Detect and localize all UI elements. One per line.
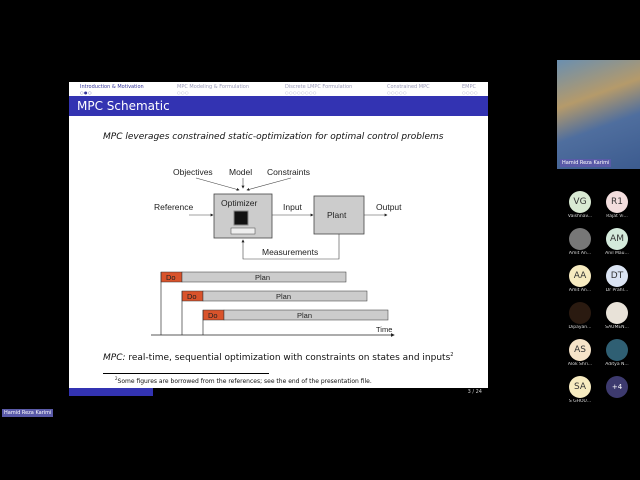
nav-dots: ○○○○○○○○ bbox=[285, 90, 317, 95]
do-label: Do bbox=[208, 311, 218, 320]
participant-name: Dr Prahl... bbox=[605, 288, 629, 293]
participant-tile[interactable] bbox=[600, 265, 634, 293]
nav-label: MPC Modeling & Formulation bbox=[177, 84, 250, 90]
slide-title: MPC Schematic bbox=[69, 96, 488, 116]
participant-tile[interactable] bbox=[600, 191, 634, 219]
participant-name: Anil Mau... bbox=[605, 251, 629, 256]
participant-avatar: R1 bbox=[606, 191, 628, 213]
measurements-label: Measurements bbox=[262, 247, 319, 257]
computer-icon bbox=[234, 211, 248, 225]
participant-name: S GHOU... bbox=[568, 399, 592, 404]
participant-name: Amit An... bbox=[568, 251, 592, 256]
mpc-em: MPC: bbox=[103, 353, 126, 363]
participant-tile[interactable] bbox=[600, 376, 634, 399]
participant-tile[interactable] bbox=[600, 302, 634, 330]
nav-label: Constrained MPC bbox=[387, 84, 430, 90]
constraints-label: Constraints bbox=[267, 167, 310, 177]
participant-avatar: DT bbox=[606, 265, 628, 287]
output-label: Output bbox=[376, 202, 402, 212]
footnote-ref: 2 bbox=[450, 352, 454, 358]
input-label: Input bbox=[283, 202, 302, 212]
plant-label: Plant bbox=[327, 210, 347, 220]
participant-tile[interactable] bbox=[563, 376, 597, 404]
nav-dots: ○○○ bbox=[177, 90, 189, 95]
objectives-label: Objectives bbox=[173, 167, 213, 177]
participant-name: Vaishnav... bbox=[567, 214, 593, 219]
nav-dots: ○●○ bbox=[80, 90, 92, 95]
participant-tile[interactable] bbox=[563, 265, 597, 293]
participant-avatar: SA bbox=[569, 376, 591, 398]
footnote-rule bbox=[103, 373, 269, 374]
participant-name: Aditya N... bbox=[605, 362, 629, 367]
participant-tile[interactable] bbox=[600, 228, 634, 256]
do-label: Do bbox=[166, 273, 176, 282]
participant-tile[interactable] bbox=[600, 339, 634, 367]
model-label: Model bbox=[229, 167, 253, 177]
do-label: Do bbox=[187, 292, 197, 301]
participant-avatar: AA bbox=[569, 265, 591, 287]
participant-avatar bbox=[606, 302, 628, 324]
nav-label: Discrete LMPC Formulation bbox=[285, 84, 353, 90]
mpc-diagram bbox=[69, 82, 488, 352]
plan-label: Plan bbox=[276, 292, 292, 301]
footnote-mark: 2 bbox=[115, 376, 118, 381]
nav-label: EMPC bbox=[462, 84, 476, 90]
participant-tile[interactable] bbox=[563, 339, 597, 367]
presenter-name: Hamid Reza Karimi bbox=[562, 160, 610, 166]
participant-tile[interactable] bbox=[563, 302, 597, 330]
participant-name: Alok Shri... bbox=[567, 362, 593, 367]
lead-text: MPC leverages constrained static-optimization for optimal control problems bbox=[103, 132, 444, 142]
footnote-text: Some figures are borrowed from the references; see the end of the presentation file. bbox=[117, 378, 372, 385]
participant-avatar bbox=[569, 228, 591, 250]
participant-avatar: VG bbox=[569, 191, 591, 213]
summary-text: real-time, sequential optimization with constraints on states and inputs bbox=[125, 353, 451, 363]
summary-line bbox=[103, 352, 453, 363]
participant-avatar: AS bbox=[569, 339, 591, 361]
participant-avatar: +4 bbox=[606, 376, 628, 398]
participant-tile[interactable] bbox=[563, 191, 597, 219]
speaker-label: Hamid Reza Karimi bbox=[4, 410, 52, 416]
nav-label: Introduction & Motivation bbox=[80, 84, 144, 90]
plan-label: Plan bbox=[255, 273, 271, 282]
participant-name: SAUMEN... bbox=[605, 325, 629, 330]
participant-avatar: AM bbox=[606, 228, 628, 250]
presenter-video[interactable] bbox=[557, 60, 640, 169]
participant-name: Amit An... bbox=[568, 288, 592, 293]
nav-dots: ○○○○ bbox=[462, 90, 478, 95]
time-label: Time bbox=[376, 325, 393, 334]
page-number: 3 / 24 bbox=[467, 389, 482, 395]
plan-label: Plan bbox=[297, 311, 313, 320]
participant-name: Rajat Vi... bbox=[606, 214, 628, 219]
participant-tile[interactable] bbox=[563, 228, 597, 256]
participant-name: Dipayan... bbox=[568, 325, 592, 330]
optimizer-label: Optimizer bbox=[221, 198, 258, 208]
nav-dots: ○○○○○ bbox=[387, 90, 407, 95]
progress-bar bbox=[69, 388, 153, 396]
participant-avatar bbox=[606, 339, 628, 361]
footnote bbox=[115, 376, 372, 385]
reference-label: Reference bbox=[154, 202, 194, 212]
presentation-slide bbox=[69, 82, 488, 398]
participant-avatar bbox=[569, 302, 591, 324]
